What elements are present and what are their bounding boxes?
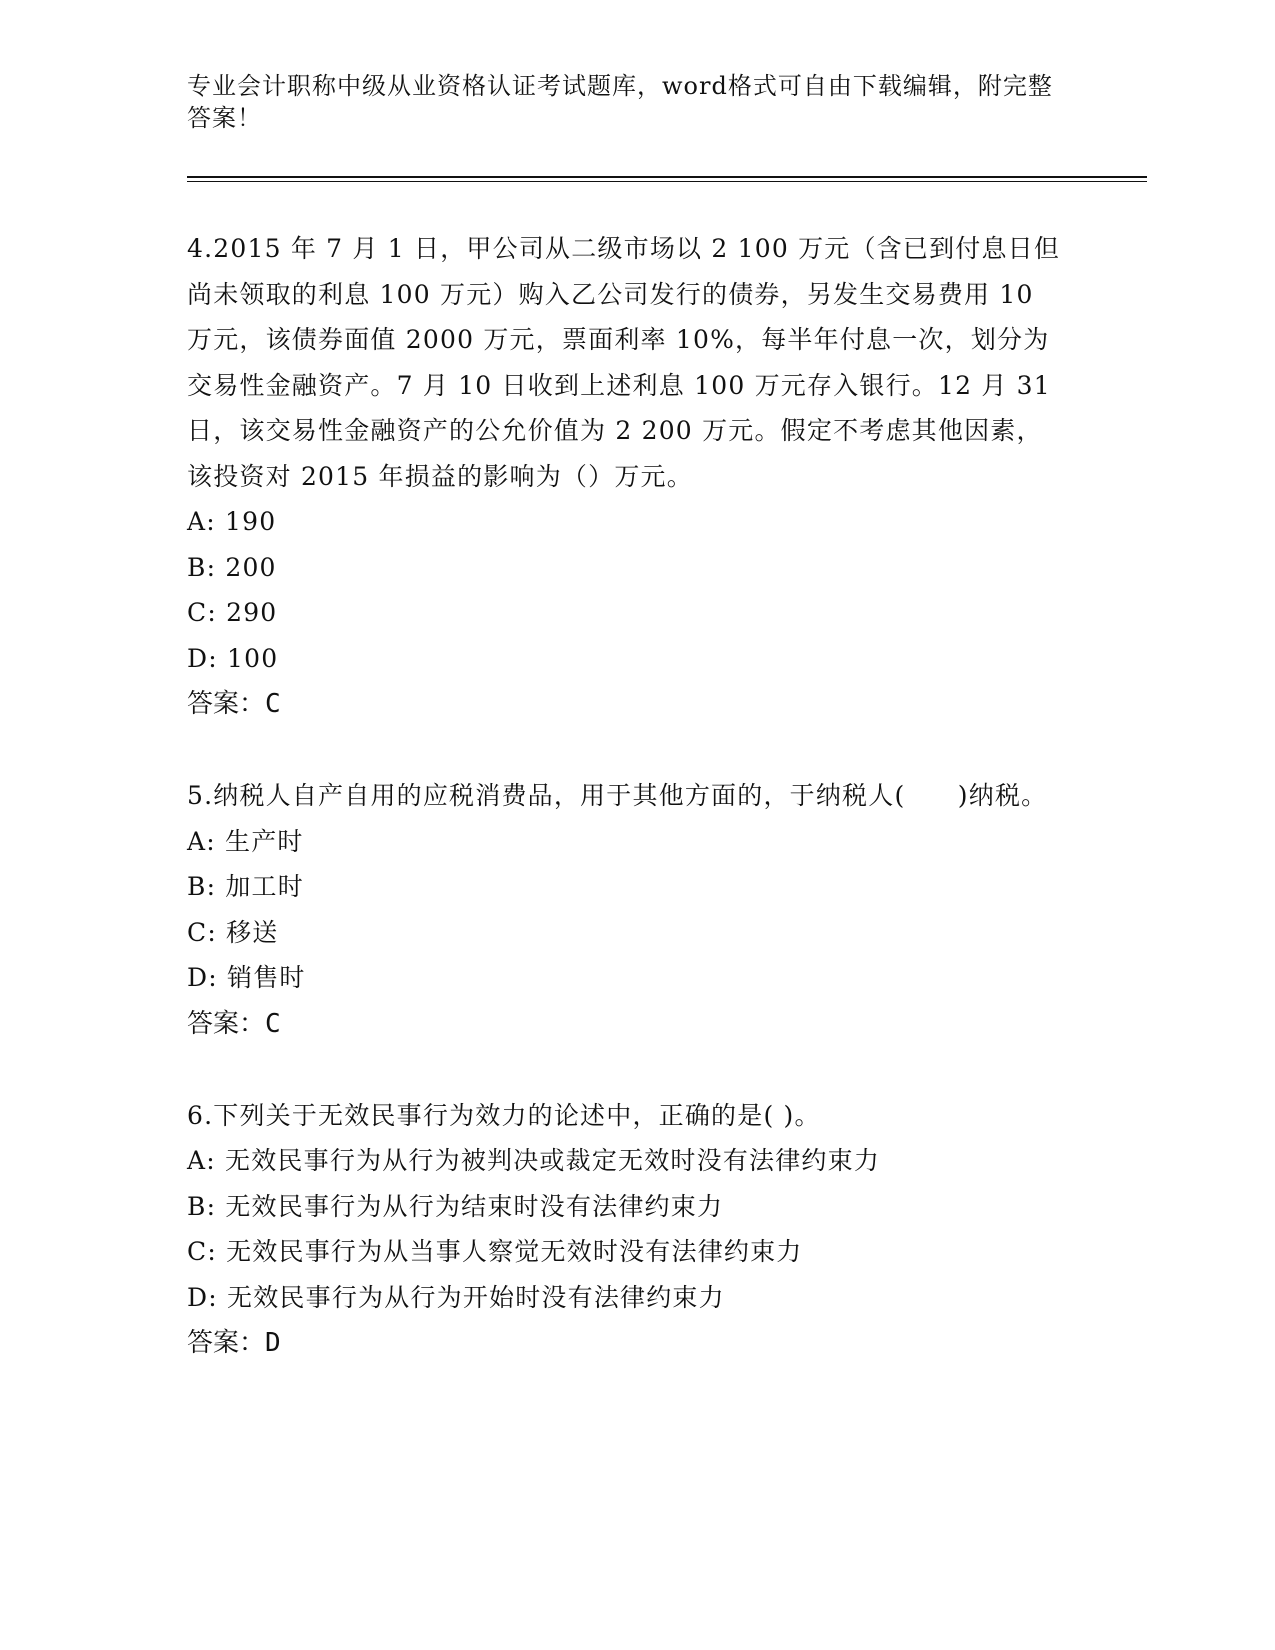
answer-label: 答案： bbox=[187, 1008, 266, 1039]
option-c: C: 移送 bbox=[187, 917, 279, 947]
question-5 bbox=[187, 773, 1067, 1047]
question-stem: 6.下列关于无效民事行为效力的论述中，正确的是( )。 bbox=[187, 1100, 821, 1130]
option-d: D: 100 bbox=[187, 643, 279, 673]
question-stem: 4.2015 年 7 月 1 日，甲公司从二级市场以 2 100 万元（含已到付息日但尚未领取的利息 100 万元）购入乙公司发行的债券，另发生交易费用 10 万元，该债券面值 2000 万元，票面利率 10%，每半年付息一次，划分为交易性金融资产。7 月 10 日收到上述利息 100 万元存入银行。12 月 31 日，该交易性金融资产的公允价值为 2 200 万元。假定不考虑其他因素，该投资对 2015 年损益的影响为（）万元。 bbox=[187, 234, 1061, 491]
option-b: B: 无效民事行为从行为结束时没有法律约束力 bbox=[187, 1191, 724, 1221]
answer-label: 答案： bbox=[187, 1328, 266, 1358]
answer-label: 答案： bbox=[187, 689, 266, 719]
answer-line bbox=[187, 681, 1067, 727]
option-b: B: 加工时 bbox=[187, 872, 304, 901]
question-stem: 5.纳税人自产自用的应税消费品，用于其他方面的，于纳税人( )纳税。 bbox=[187, 781, 1048, 810]
option-a: A: 190 bbox=[187, 507, 277, 536]
option-a: A: 生产时 bbox=[187, 826, 304, 856]
answer-value: C bbox=[265, 1008, 281, 1039]
question-6 bbox=[187, 1093, 1067, 1367]
answer-value: C bbox=[265, 689, 281, 719]
answer-line bbox=[187, 1001, 1067, 1047]
answer-line bbox=[187, 1320, 1067, 1366]
document-header: 专业会计职称中级从业资格认证考试题库，word格式可自由下载编辑，附完整答案！ bbox=[187, 72, 1053, 132]
header-divider-thin bbox=[187, 181, 1147, 182]
option-d: D: 销售时 bbox=[187, 963, 306, 992]
header-divider-thick bbox=[187, 176, 1147, 178]
option-c: C: 无效民事行为从当事人察觉无效时没有法律约束力 bbox=[187, 1237, 803, 1266]
answer-value: D bbox=[265, 1328, 281, 1358]
option-c: C: 290 bbox=[187, 598, 278, 627]
option-d: D: 无效民事行为从行为开始时没有法律约束力 bbox=[187, 1282, 725, 1312]
option-b: B: 200 bbox=[187, 552, 277, 582]
question-list bbox=[187, 226, 1067, 1412]
question-4 bbox=[187, 226, 1067, 727]
option-a: A: 无效民事行为从行为被判决或裁定无效时没有法律约束力 bbox=[187, 1146, 881, 1175]
